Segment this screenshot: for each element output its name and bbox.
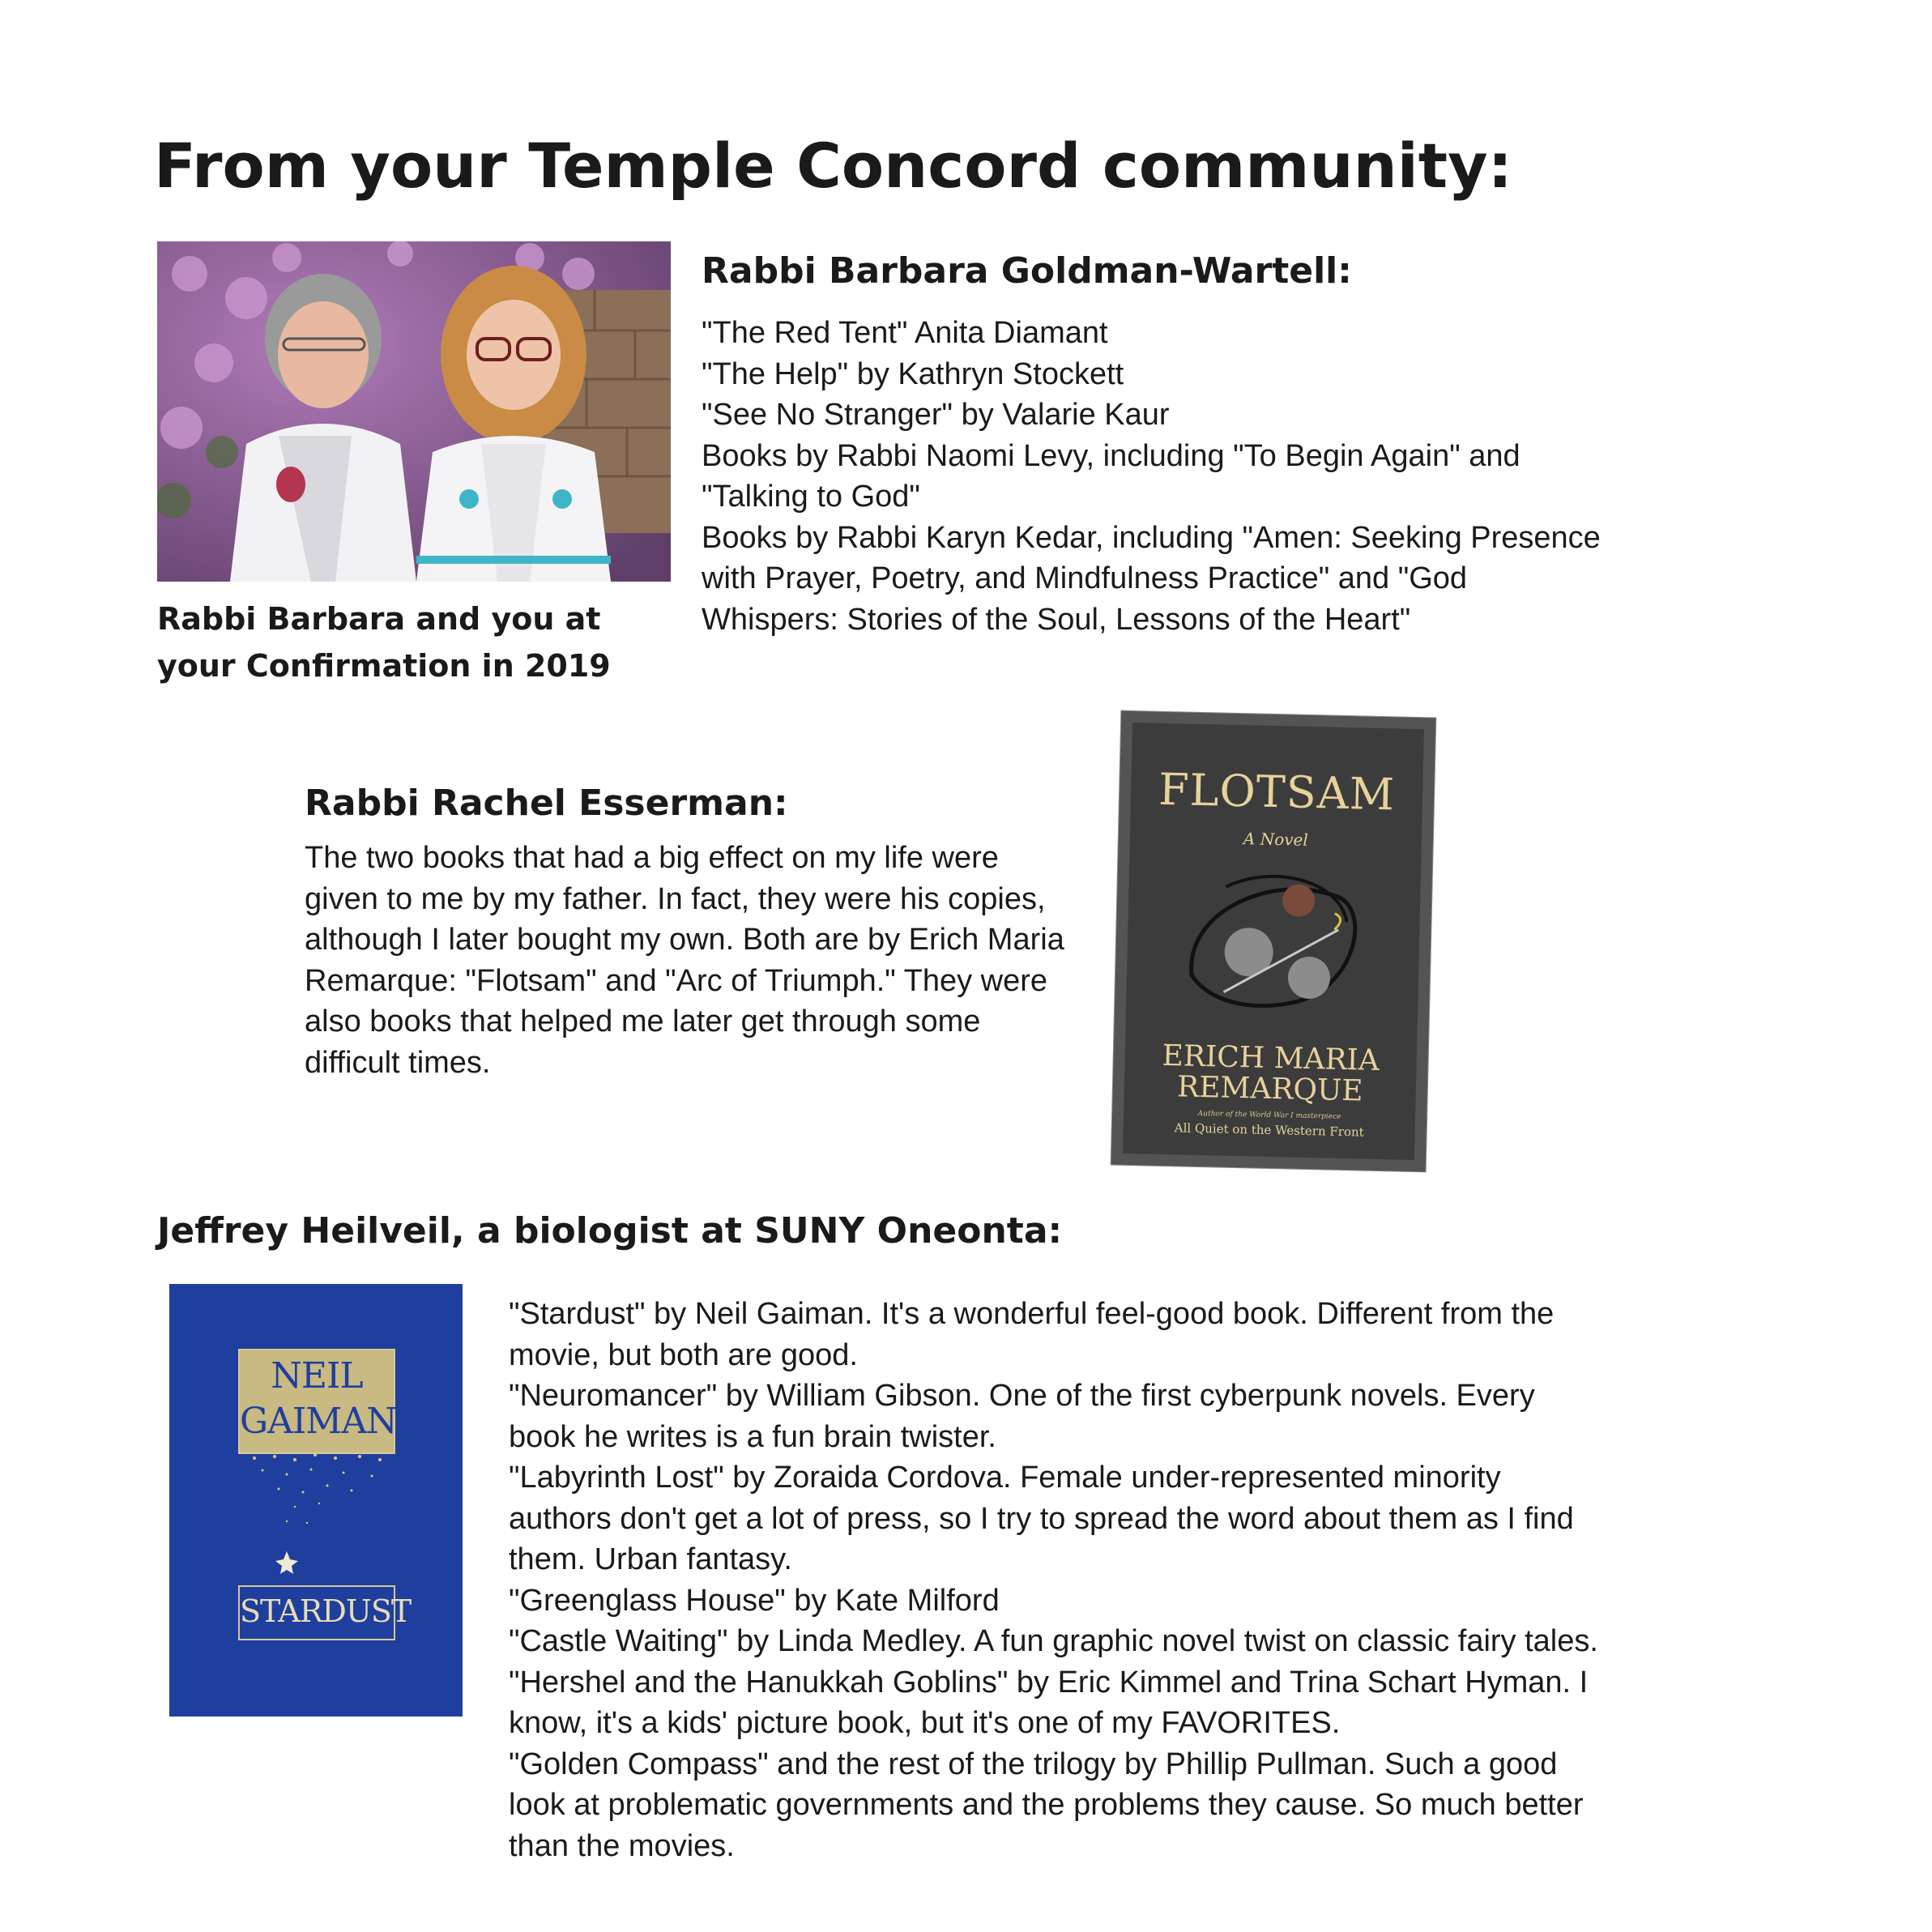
book-line: "Golden Compass" and the rest of the trilogy by Phillip Pullman. Such a good [509, 1746, 1558, 1781]
book-line: movie, but both are good. [509, 1337, 858, 1372]
cover-author [1124, 1040, 1417, 1108]
cover-note: Author of the World War I masterpiece [1197, 1109, 1341, 1121]
barbara-heading: Rabbi Barbara Goldman-Wartell: [702, 250, 1352, 292]
rachel-text [305, 838, 1115, 1083]
book-line: "The Red Tent" Anita Diamant [702, 316, 1108, 350]
book-line: than the movies. [509, 1828, 735, 1863]
photo-illustration [157, 241, 671, 582]
book-line: them. Urban fantasy. [509, 1542, 792, 1576]
cover-author-line: GAIMAN [240, 1401, 397, 1442]
photo-caption-line: Rabbi Barbara and you at [157, 601, 601, 637]
cover-subtitle: A Novel [1243, 829, 1309, 850]
book-line: "The Help" by Kathryn Stockett [702, 356, 1124, 391]
flotsam-book-cover [1111, 711, 1436, 1172]
star-dust-illustration [238, 1450, 392, 1584]
photo-caption [157, 595, 676, 689]
book-line: Books by Rabbi Karyn Kedar, including "Amen: Seeking Presence [702, 520, 1601, 555]
book-line: "Castle Waiting" by Linda Medley. A fun graphic novel twist on classic fairy tales. [509, 1624, 1598, 1658]
jeffrey-book-list [509, 1294, 1805, 1866]
text-line: difficult times. [305, 1045, 491, 1080]
book-line: "Labyrinth Lost" by Zoraida Cordova. Female under-represented minority [509, 1461, 1501, 1495]
book-line: Books by Rabbi Naomi Levy, including "To Begin Again" and [702, 438, 1520, 473]
confirmation-photo [157, 241, 671, 582]
photo-caption-line: your Confirmation in 2019 [157, 648, 611, 684]
book-line: "Talking to God" [702, 480, 920, 514]
book-line: "Greenglass House" by Kate Milford [509, 1583, 1000, 1618]
book-line: "Neuromancer" by William Gibson. One of the first cyberpunk novels. Every [509, 1379, 1535, 1413]
text-line: Remarque: "Flotsam" and "Arc of Triumph." They were [305, 963, 1048, 998]
book-line: Whispers: Stories of the Soul, Lessons of the Heart" [702, 602, 1411, 637]
yarn-illustration [1175, 861, 1372, 1027]
text-line: given to me by my father. In fact, they were his copies, [305, 881, 1046, 916]
cover-author-line: NEIL [271, 1355, 363, 1397]
text-line: The two books that had a big effect on my life were [305, 841, 999, 875]
text-line: although I later bought my own. Both are by Erich Maria [305, 923, 1064, 957]
cover-author [240, 1354, 397, 1444]
barbara-book-list [702, 313, 1674, 640]
cover-author-box [238, 1349, 395, 1454]
jeffrey-heading: Jeffrey Heilveil, a biologist at SUNY Oneonta: [157, 1210, 1063, 1252]
book-line: "See No Stranger" by Valarie Kaur [702, 398, 1170, 432]
cover-title-box [238, 1585, 412, 1640]
text-line: also books that helped me later get through some [305, 1004, 981, 1039]
page-title: From your Temple Concord community: [154, 130, 1513, 202]
cover-author-line: ERICH MARIA [1162, 1039, 1380, 1077]
book-line: authors don't get a lot of press, so I try to spread the word about them as I find [509, 1501, 1574, 1536]
book-line: "Hershel and the Hanukkah Goblins" by Eric Kimmel and Trina Schart Hyman. I [509, 1665, 1589, 1700]
cover-inner [1123, 723, 1424, 1160]
book-line: know, it's a kids' picture book, but it's one of my FAVORITES. [509, 1706, 1341, 1740]
book-line: book he writes is a fun brain twister. [509, 1419, 996, 1454]
stardust-book-cover [169, 1284, 463, 1717]
rachel-heading: Rabbi Rachel Esserman: [305, 783, 788, 824]
book-line: with Prayer, Poetry, and Mindfulness Practice" and "God [702, 561, 1468, 595]
cover-title: FLOTSAM [1158, 763, 1396, 821]
cover-note-title: All Quiet on the Western Front [1174, 1120, 1364, 1140]
book-line: look at problematic governments and the problems they cause. So much better [509, 1788, 1584, 1822]
book-line: "Stardust" by Neil Gaiman. It's a wonderful feel-good book. Different from the [509, 1297, 1555, 1331]
cover-author-line: REMARQUE [1176, 1070, 1364, 1108]
cover-title: STARDUST [240, 1593, 412, 1629]
